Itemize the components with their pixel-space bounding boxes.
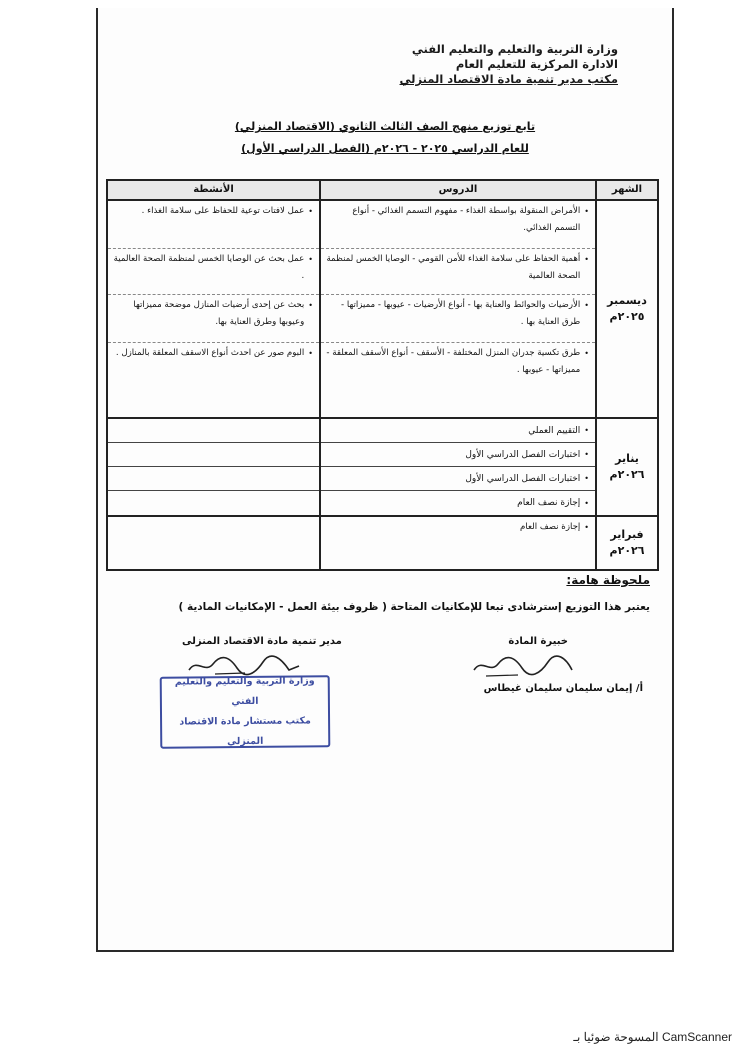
empty-cell <box>108 467 319 491</box>
bullet-icon: • <box>584 207 589 216</box>
table-row: • اختبارات الفصل الدراسي الأول <box>321 467 595 491</box>
month-year: ٢٠٢٥م <box>609 310 645 323</box>
table-row: • عمل لافتات توعية للحفاظ على سلامة الغذاء . <box>108 201 319 249</box>
section-january <box>108 419 657 517</box>
expert-title: خبيرة المادة <box>508 636 568 647</box>
stamp-line-1: وزارة التربية والتعليم والتعليم الفني <box>174 675 315 708</box>
bullet-icon: • <box>308 349 313 358</box>
lessons-column <box>319 419 595 515</box>
bullet-icon: • <box>584 349 589 358</box>
activities-column <box>108 419 319 515</box>
month-year: ٢٠٢٦م <box>609 544 645 557</box>
table-row: • أهمية الحفاظ على سلامة الغذاء للأمن القومي - الوصايا الخمس لمنظمة الصحة العالمية <box>321 249 595 295</box>
lessons-column <box>319 517 595 569</box>
table-row: • الأرضيات والحوائط والعناية بها - أنواع الأرضيات - عيوبها - مميزاتها - طرق العناية بها . <box>321 295 595 343</box>
table-row: • التقييم العملي <box>321 419 595 443</box>
curriculum-table <box>106 179 659 571</box>
camscanner-watermark: CamScanner المسوحة ضوئيا بـ <box>573 1030 732 1044</box>
header-lessons: الدروس <box>319 181 595 199</box>
official-stamp <box>160 675 331 748</box>
month-year: ٢٠٢٦م <box>609 468 645 481</box>
note-title: ملحوظة هامة: <box>566 573 650 587</box>
month-cell-december <box>595 201 657 417</box>
bullet-icon: • <box>584 523 589 532</box>
section-february <box>108 517 657 569</box>
bullet-icon: • <box>308 255 313 264</box>
document-title <box>96 116 674 160</box>
ministry-header <box>400 42 619 87</box>
month-name: ديسمبر <box>607 294 647 307</box>
month-cell-february <box>595 517 657 569</box>
bullet-icon: • <box>584 255 589 264</box>
empty-cell <box>108 419 319 443</box>
header-month: الشهر <box>595 181 657 199</box>
table-row: • طرق تكسية جدران المنزل المختلفة - الأسقف - أنواع الأسقف المعلقة - مميزاتها - عيوبها . <box>321 343 595 417</box>
table-row: • عمل بحث عن الوصايا الخمس لمنظمة الصحة العالمية . <box>108 249 319 295</box>
title-line-1: تابع توزيع منهج الصف الثالث الثانوي (الاقتصاد المنزلي) <box>234 120 536 133</box>
month-name: فبراير <box>610 528 644 541</box>
bullet-icon: • <box>584 301 589 310</box>
lessons-column <box>319 201 595 417</box>
empty-cell <box>108 491 319 515</box>
header-activities: الأنشطة <box>108 181 319 199</box>
bullet-icon: • <box>308 207 313 216</box>
header-line-administration: الادارة المركزية للتعليم العام <box>455 57 618 71</box>
month-cell-january <box>595 419 657 515</box>
bullet-icon: • <box>584 498 589 508</box>
table-header-row <box>108 181 657 201</box>
activities-column <box>108 517 319 569</box>
table-row: • إجازة نصف العام <box>321 491 595 515</box>
bullet-icon: • <box>308 301 313 310</box>
table-row: • البوم صور عن احدث أنواع الاسقف المعلقة بالمنازل . <box>108 343 319 417</box>
table-row: • اختبارات الفصل الدراسي الأول <box>321 443 595 467</box>
section-december <box>108 201 657 419</box>
empty-cell <box>108 443 319 467</box>
activities-column <box>108 201 319 417</box>
expert-signature <box>468 650 578 680</box>
note-text: يعتبر هذا التوزيع إسترشادى تبعا للإمكانيات المتاحة ( ظروف بيئة العمل - الإمكانيات المادية ) <box>178 601 650 613</box>
bullet-icon: • <box>584 426 589 435</box>
table-row: • الأمراض المنقولة بواسطة الغذاء - مفهوم التسمم الغذائي - أنواع التسمم الغذائي. <box>321 201 595 249</box>
month-name: يناير <box>615 452 639 465</box>
director-title: مدير تنمية مادة الاقتصاد المنزلى <box>182 636 342 647</box>
header-line-ministry: وزارة التربية والتعليم والتعليم الفني <box>411 42 618 56</box>
expert-name: أ/ إيمان سليمان سليمان غيطاس <box>483 683 643 694</box>
stamp-line-2: مكتب مستشار مادة الاقتصاد المنزلي <box>179 715 311 748</box>
header-line-office: مكتب مدير تنمية مادة الاقتصاد المنزلي <box>399 72 618 86</box>
title-line-2: للعام الدراسي ٢٠٢٥ - ٢٠٢٦م (الفصل الدراسي الأول) <box>241 142 529 155</box>
bullet-icon: • <box>584 474 589 483</box>
bullet-icon: • <box>584 450 589 459</box>
table-row: • إجازة نصف العام <box>321 517 595 538</box>
table-row: • بحث عن إحدى أرضيات المنازل موضحة مميزاتها وعيوبها وطرق العناية بها. <box>108 295 319 343</box>
